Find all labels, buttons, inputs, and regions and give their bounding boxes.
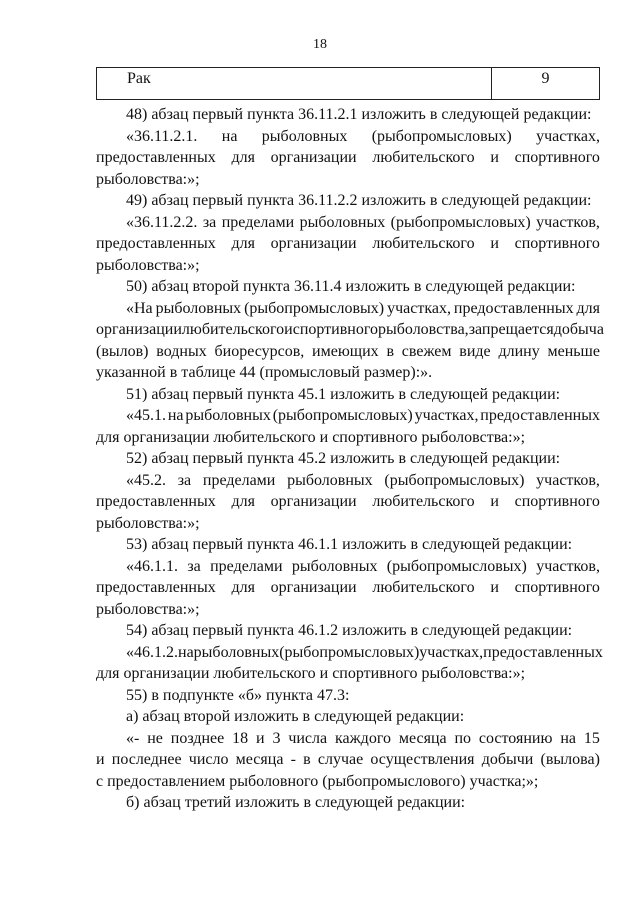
word: «36.11.2.2. (126, 213, 198, 231)
text-line (96, 212, 600, 234)
word: последнее (111, 751, 182, 768)
text-line: 48) абзац первый пункта 36.11.2.1 изложить в следующей редакции: (126, 106, 592, 123)
word: рыболовных (185, 407, 271, 424)
word: свежем (401, 342, 452, 360)
word: на (221, 127, 238, 145)
word: осуществления (370, 751, 475, 768)
word: (рыбопромысловых) (272, 407, 413, 424)
word: водных (156, 342, 207, 360)
word: на (178, 643, 194, 661)
word: любительского (372, 579, 475, 596)
text-line (96, 728, 600, 750)
word: участках, (414, 407, 479, 424)
text-line: для организации любительского и спортивного рыболовства:»; (96, 665, 526, 682)
word: предоставленных (453, 299, 574, 317)
text-line: рыболовства:»; (96, 600, 200, 618)
word: «На (126, 299, 153, 317)
word: организации (270, 235, 357, 252)
word: «36.11.2.1. (126, 127, 198, 145)
word: за (177, 471, 192, 489)
word: спортивного (292, 321, 379, 338)
text-line (96, 319, 604, 341)
word: пределами (221, 213, 295, 231)
word: 3 (272, 729, 281, 747)
word: (рыбопромысловых) (279, 643, 420, 661)
word: участках, (419, 643, 484, 661)
page-number: 18 (313, 37, 327, 52)
text-line (96, 577, 600, 599)
text-line (96, 341, 600, 363)
word: рыболовных (193, 643, 280, 661)
word: рыболовных (287, 471, 373, 489)
word: участках, (536, 127, 600, 145)
word: и (490, 579, 499, 596)
word: участков, (536, 471, 600, 489)
word: биоресурсов, (214, 342, 305, 360)
text-line (96, 298, 600, 320)
word: на (560, 729, 576, 747)
word: за (187, 557, 201, 575)
word: «- (126, 729, 140, 747)
word: организации (270, 493, 357, 510)
word: 18 (232, 729, 249, 747)
word: рыболовных (291, 557, 378, 575)
word: месяца (398, 729, 447, 747)
text-line: 54) абзац первый пункта 46.1.2 изложить в следующей редакции: (126, 622, 573, 639)
word: случае (317, 751, 364, 768)
word: на (167, 407, 184, 424)
word: участках, (387, 299, 451, 317)
text-line: 55) в подпункте «б» пункта 47.3: (126, 686, 350, 704)
text-line: б) абзац третий изложить в следующей редакции: (126, 794, 466, 811)
word: рыболовных (155, 299, 242, 317)
word: (вылова) (540, 751, 600, 768)
word: (вылов) (96, 342, 149, 360)
text-line (96, 642, 603, 664)
word: спортивного (514, 579, 600, 596)
word: длину (498, 342, 540, 360)
word: предоставленных (480, 407, 600, 424)
text-line: 49) абзац первый пункта 36.11.2.2 изложить в следующей редакции: (126, 192, 592, 209)
word: предоставленных (483, 643, 603, 661)
text-line: с предоставлением рыболовного (рыбопромыслового) участка;»; (96, 772, 539, 790)
word: для (231, 149, 255, 166)
word: для (231, 493, 255, 510)
word: участков, (536, 213, 600, 231)
word: и (256, 729, 265, 747)
word: пределами (210, 557, 283, 575)
word: и (490, 493, 499, 510)
text-line (96, 126, 600, 148)
word: числа (288, 729, 328, 747)
word: любительского (181, 321, 285, 338)
word: для (576, 299, 600, 317)
word: добычи (481, 751, 534, 768)
text-line (96, 749, 600, 771)
word: спортивного (514, 493, 600, 510)
species-value-cell: 9 (492, 68, 600, 100)
word: любительского (372, 493, 475, 510)
word: организации (96, 321, 182, 338)
word: предоставленных (96, 579, 216, 596)
word: позднее (170, 729, 225, 747)
species-name-cell: Рак (97, 68, 492, 100)
word: в (386, 342, 394, 360)
word: месяца (235, 751, 284, 768)
word: (рыбопромысловых) (244, 299, 385, 317)
word: не (147, 729, 163, 747)
word: участков, (536, 557, 600, 575)
word: и (490, 149, 499, 166)
text-line (96, 491, 600, 513)
word: и (284, 321, 293, 338)
word: «45.1. (126, 407, 166, 424)
word: предоставленных (96, 149, 216, 166)
word: состоянию (478, 729, 553, 747)
word: «46.1.1. (126, 557, 178, 575)
word: имеющих (312, 342, 379, 360)
word: рыболовных (299, 213, 386, 231)
word: в (303, 751, 311, 768)
word: число (188, 751, 229, 768)
word: организации (270, 579, 357, 596)
text-line: а) абзац второй изложить в следующей редакции: (126, 708, 465, 725)
text-line (96, 147, 600, 169)
word: меньше (547, 342, 600, 360)
word: и (96, 751, 105, 768)
text-line: 50) абзац второй пункта 36.11.4 изложить в следующей редакции: (126, 278, 576, 295)
text-line: 53) абзац первый пункта 46.1.1 изложить в следующей редакции: (126, 536, 573, 553)
text-line: указанной в таблице 44 (промысловый размер):». (96, 364, 433, 381)
text-line: для организации любительского и спортивного рыболовства:»; (96, 428, 526, 446)
word: любительского (372, 149, 475, 166)
word: добыча (553, 321, 604, 338)
word: 15 (583, 729, 600, 747)
word: (рыбопромысловых) (386, 557, 527, 575)
word: предоставленных (96, 493, 216, 510)
word: для (231, 235, 255, 252)
word: пределами (202, 471, 276, 489)
text-line: рыболовства:»; (96, 170, 200, 188)
word: «46.1.2. (126, 643, 178, 661)
word: (рыбопромысловых) (371, 127, 512, 145)
word: «45.2. (126, 471, 166, 489)
text-line (96, 556, 600, 578)
document-body (96, 104, 604, 814)
text-line: рыболовства:»; (96, 256, 200, 274)
text-line (96, 233, 600, 255)
word: каждого (334, 729, 391, 747)
text-line: рыболовства:»; (96, 514, 200, 532)
text-line (96, 405, 600, 427)
word: (рыбопромысловых) (384, 471, 525, 489)
word: запрещается (468, 321, 554, 338)
word: за (202, 213, 217, 231)
species-table (96, 67, 600, 100)
word: рыболовных (261, 127, 348, 145)
word: виде (459, 342, 491, 360)
table-row (97, 68, 600, 100)
word: и (490, 235, 499, 252)
word: любительского (372, 235, 475, 252)
word: по (454, 729, 472, 747)
text-line: 51) абзац первый пункта 45.1 изложить в следующей редакции: (126, 385, 561, 403)
text-line: 52) абзац первый пункта 45.2 изложить в следующей редакции: (126, 450, 561, 467)
word: (рыбопромысловых) (390, 213, 531, 231)
word: рыболовства, (378, 321, 469, 338)
word: спортивного (514, 149, 600, 166)
word: спортивного (514, 235, 600, 252)
text-line (96, 470, 600, 492)
word: предоставленных (96, 235, 216, 252)
word: - (290, 751, 296, 768)
word: для (231, 579, 255, 596)
word: организации (270, 149, 357, 166)
